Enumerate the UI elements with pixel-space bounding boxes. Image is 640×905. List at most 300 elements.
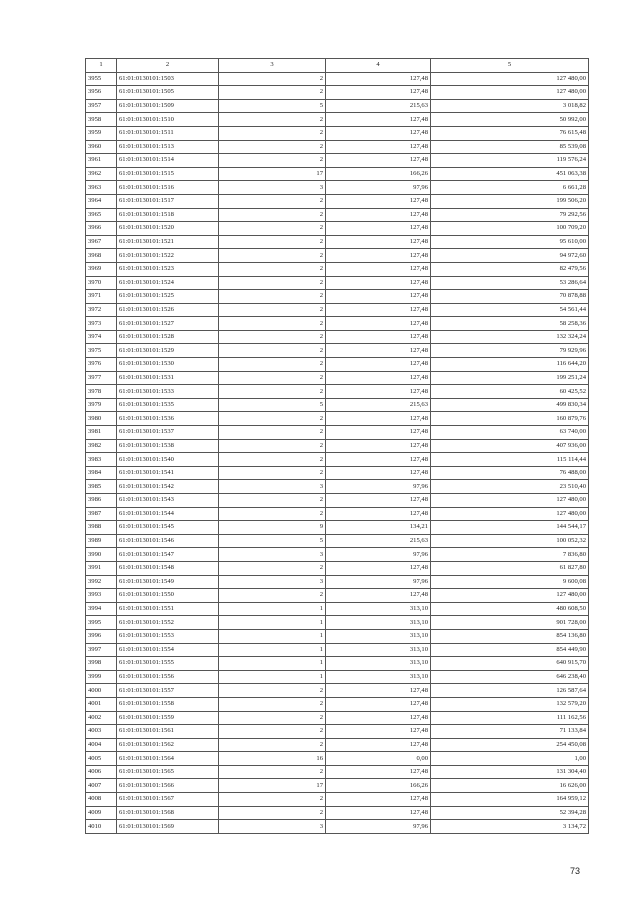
- count-cell: 2: [219, 507, 326, 521]
- count-cell: 3: [219, 575, 326, 589]
- count-cell: 2: [219, 711, 326, 725]
- cadastral-number-cell: 61:01:0130101:1542: [117, 480, 219, 494]
- count-cell: 2: [219, 385, 326, 399]
- rate-cell: 127,48: [326, 208, 431, 222]
- cadastral-number-cell: 61:01:0130101:1558: [117, 697, 219, 711]
- value-cell: 131 304,40: [431, 765, 589, 779]
- count-cell: 2: [219, 276, 326, 290]
- rate-cell: 313,10: [326, 629, 431, 643]
- rate-cell: 127,48: [326, 426, 431, 440]
- rate-cell: 0,00: [326, 752, 431, 766]
- cadastral-number-cell: 61:01:0130101:1515: [117, 167, 219, 181]
- cadastral-number-cell: 61:01:0130101:1517: [117, 194, 219, 208]
- cadastral-number-cell: 61:01:0130101:1536: [117, 412, 219, 426]
- value-cell: 451 063,38: [431, 167, 589, 181]
- value-cell: 6 661,28: [431, 181, 589, 195]
- cadastral-number-cell: 61:01:0130101:1518: [117, 208, 219, 222]
- value-cell: 127 480,00: [431, 72, 589, 86]
- table-row: [86, 426, 589, 440]
- row-number-cell: 4010: [86, 820, 117, 834]
- value-cell: 52 394,28: [431, 806, 589, 820]
- count-cell: 2: [219, 738, 326, 752]
- cadastral-number-cell: 61:01:0130101:1557: [117, 684, 219, 698]
- rate-cell: 127,48: [326, 684, 431, 698]
- cadastral-number-cell: 61:01:0130101:1535: [117, 398, 219, 412]
- rate-cell: 127,48: [326, 86, 431, 100]
- count-cell: 2: [219, 303, 326, 317]
- cadastral-number-cell: 61:01:0130101:1567: [117, 793, 219, 807]
- count-cell: 2: [219, 793, 326, 807]
- table-row: [86, 684, 589, 698]
- table-row: [86, 534, 589, 548]
- count-cell: 3: [219, 480, 326, 494]
- count-cell: 5: [219, 99, 326, 113]
- table-row: [86, 249, 589, 263]
- rate-cell: 127,48: [326, 806, 431, 820]
- column-header: 4: [326, 59, 431, 73]
- count-cell: 1: [219, 670, 326, 684]
- rate-cell: 127,48: [326, 235, 431, 249]
- value-cell: 116 644,20: [431, 358, 589, 372]
- table-body: [86, 72, 589, 833]
- rate-cell: 127,48: [326, 317, 431, 331]
- row-number-cell: 3983: [86, 453, 117, 467]
- row-number-cell: 3957: [86, 99, 117, 113]
- value-cell: 199 506,20: [431, 194, 589, 208]
- value-cell: 79 929,96: [431, 344, 589, 358]
- row-number-cell: 3995: [86, 616, 117, 630]
- cadastral-number-cell: 61:01:0130101:1565: [117, 765, 219, 779]
- row-number-cell: 4005: [86, 752, 117, 766]
- table-row: [86, 711, 589, 725]
- table-row: [86, 453, 589, 467]
- rate-cell: 127,48: [326, 725, 431, 739]
- row-number-cell: 3968: [86, 249, 117, 263]
- cadastral-number-cell: 61:01:0130101:1552: [117, 616, 219, 630]
- value-cell: 127 480,00: [431, 86, 589, 100]
- rate-cell: 127,48: [326, 385, 431, 399]
- value-cell: 127 480,00: [431, 507, 589, 521]
- rate-cell: 127,48: [326, 697, 431, 711]
- cadastral-number-cell: 61:01:0130101:1537: [117, 426, 219, 440]
- row-number-cell: 4004: [86, 738, 117, 752]
- table-row: [86, 99, 589, 113]
- row-number-cell: 3973: [86, 317, 117, 331]
- cadastral-number-cell: 61:01:0130101:1522: [117, 249, 219, 263]
- cadastral-number-cell: 61:01:0130101:1531: [117, 371, 219, 385]
- table-row: [86, 602, 589, 616]
- value-cell: 132 324,24: [431, 330, 589, 344]
- count-cell: 2: [219, 249, 326, 263]
- table-row: [86, 290, 589, 304]
- rate-cell: 313,10: [326, 602, 431, 616]
- value-cell: 53 286,64: [431, 276, 589, 290]
- table-row: [86, 181, 589, 195]
- cadastral-table: [85, 58, 589, 834]
- cadastral-number-cell: 61:01:0130101:1521: [117, 235, 219, 249]
- value-cell: 407 936,00: [431, 439, 589, 453]
- row-number-cell: 3992: [86, 575, 117, 589]
- row-number-cell: 3976: [86, 358, 117, 372]
- table-row: [86, 262, 589, 276]
- rate-cell: 127,48: [326, 371, 431, 385]
- count-cell: 2: [219, 208, 326, 222]
- cadastral-number-cell: 61:01:0130101:1530: [117, 358, 219, 372]
- rate-cell: 127,48: [326, 765, 431, 779]
- value-cell: 119 576,24: [431, 154, 589, 168]
- cadastral-number-cell: 61:01:0130101:1509: [117, 99, 219, 113]
- table-row: [86, 235, 589, 249]
- rate-cell: 127,48: [326, 222, 431, 236]
- cadastral-number-cell: 61:01:0130101:1551: [117, 602, 219, 616]
- count-cell: 2: [219, 684, 326, 698]
- table-row: [86, 344, 589, 358]
- table-row: [86, 806, 589, 820]
- rate-cell: 313,10: [326, 657, 431, 671]
- count-cell: 2: [219, 86, 326, 100]
- row-number-cell: 4008: [86, 793, 117, 807]
- row-number-cell: 3960: [86, 140, 117, 154]
- count-cell: 2: [219, 725, 326, 739]
- rate-cell: 134,21: [326, 521, 431, 535]
- count-cell: 2: [219, 222, 326, 236]
- row-number-cell: 3969: [86, 262, 117, 276]
- value-cell: 1,00: [431, 752, 589, 766]
- value-cell: 640 915,70: [431, 657, 589, 671]
- row-number-cell: 3956: [86, 86, 117, 100]
- table-row: [86, 113, 589, 127]
- count-cell: 2: [219, 426, 326, 440]
- value-cell: 127 480,00: [431, 589, 589, 603]
- count-cell: 3: [219, 181, 326, 195]
- count-cell: 1: [219, 657, 326, 671]
- row-number-cell: 3955: [86, 72, 117, 86]
- value-cell: 127 480,00: [431, 494, 589, 508]
- table-row: [86, 167, 589, 181]
- cadastral-number-cell: 61:01:0130101:1520: [117, 222, 219, 236]
- table-row: [86, 194, 589, 208]
- table-row: [86, 793, 589, 807]
- row-number-cell: 3987: [86, 507, 117, 521]
- value-cell: 132 579,20: [431, 697, 589, 711]
- cadastral-number-cell: 61:01:0130101:1548: [117, 561, 219, 575]
- count-cell: 1: [219, 616, 326, 630]
- value-cell: 254 450,08: [431, 738, 589, 752]
- value-cell: 85 539,08: [431, 140, 589, 154]
- value-cell: 164 959,12: [431, 793, 589, 807]
- cadastral-number-cell: 61:01:0130101:1510: [117, 113, 219, 127]
- cadastral-number-cell: 61:01:0130101:1546: [117, 534, 219, 548]
- count-cell: 2: [219, 358, 326, 372]
- row-number-cell: 3991: [86, 561, 117, 575]
- cadastral-number-cell: 61:01:0130101:1511: [117, 126, 219, 140]
- column-header: 5: [431, 59, 589, 73]
- rate-cell: 127,48: [326, 72, 431, 86]
- row-number-cell: 3977: [86, 371, 117, 385]
- count-cell: 2: [219, 113, 326, 127]
- row-number-cell: 3984: [86, 466, 117, 480]
- row-number-cell: 3996: [86, 629, 117, 643]
- table-row: [86, 86, 589, 100]
- table-row: [86, 779, 589, 793]
- value-cell: 95 610,00: [431, 235, 589, 249]
- cadastral-number-cell: 61:01:0130101:1556: [117, 670, 219, 684]
- cadastral-number-cell: 61:01:0130101:1545: [117, 521, 219, 535]
- rate-cell: 127,48: [326, 303, 431, 317]
- row-number-cell: 3970: [86, 276, 117, 290]
- table-row: [86, 494, 589, 508]
- count-cell: 3: [219, 820, 326, 834]
- cadastral-number-cell: 61:01:0130101:1527: [117, 317, 219, 331]
- count-cell: 3: [219, 548, 326, 562]
- row-number-cell: 4002: [86, 711, 117, 725]
- value-cell: 60 425,52: [431, 385, 589, 399]
- value-cell: 854 136,80: [431, 629, 589, 643]
- table-row: [86, 697, 589, 711]
- rate-cell: 127,48: [326, 561, 431, 575]
- table-row: [86, 317, 589, 331]
- value-cell: 9 600,08: [431, 575, 589, 589]
- value-cell: 23 510,40: [431, 480, 589, 494]
- count-cell: 1: [219, 643, 326, 657]
- cadastral-number-cell: 61:01:0130101:1525: [117, 290, 219, 304]
- row-number-cell: 3990: [86, 548, 117, 562]
- row-number-cell: 3978: [86, 385, 117, 399]
- row-number-cell: 3972: [86, 303, 117, 317]
- value-cell: 100 052,32: [431, 534, 589, 548]
- count-cell: 2: [219, 697, 326, 711]
- rate-cell: 313,10: [326, 670, 431, 684]
- table-row: [86, 548, 589, 562]
- table-row: [86, 154, 589, 168]
- row-number-cell: 4001: [86, 697, 117, 711]
- table-header-row: [86, 59, 589, 73]
- value-cell: 61 827,80: [431, 561, 589, 575]
- count-cell: 17: [219, 779, 326, 793]
- table-row: [86, 575, 589, 589]
- rate-cell: 97,96: [326, 820, 431, 834]
- cadastral-number-cell: 61:01:0130101:1505: [117, 86, 219, 100]
- rate-cell: 166,26: [326, 167, 431, 181]
- count-cell: 2: [219, 344, 326, 358]
- cadastral-number-cell: 61:01:0130101:1549: [117, 575, 219, 589]
- count-cell: 2: [219, 589, 326, 603]
- row-number-cell: 4007: [86, 779, 117, 793]
- rate-cell: 127,48: [326, 140, 431, 154]
- table-row: [86, 589, 589, 603]
- cadastral-number-cell: 61:01:0130101:1526: [117, 303, 219, 317]
- cadastral-number-cell: 61:01:0130101:1569: [117, 820, 219, 834]
- rate-cell: 127,48: [326, 249, 431, 263]
- cadastral-number-cell: 61:01:0130101:1561: [117, 725, 219, 739]
- value-cell: 100 709,20: [431, 222, 589, 236]
- table-row: [86, 358, 589, 372]
- cadastral-number-cell: 61:01:0130101:1529: [117, 344, 219, 358]
- rate-cell: 127,48: [326, 793, 431, 807]
- table-row: [86, 521, 589, 535]
- cadastral-number-cell: 61:01:0130101:1566: [117, 779, 219, 793]
- table-row: [86, 466, 589, 480]
- row-number-cell: 3985: [86, 480, 117, 494]
- rate-cell: 127,48: [326, 507, 431, 521]
- value-cell: 3 134,72: [431, 820, 589, 834]
- row-number-cell: 3982: [86, 439, 117, 453]
- count-cell: 2: [219, 235, 326, 249]
- table-row: [86, 820, 589, 834]
- value-cell: 111 162,56: [431, 711, 589, 725]
- value-cell: 901 728,00: [431, 616, 589, 630]
- rate-cell: 313,10: [326, 616, 431, 630]
- rate-cell: 215,63: [326, 534, 431, 548]
- value-cell: 7 836,80: [431, 548, 589, 562]
- table-row: [86, 670, 589, 684]
- count-cell: 2: [219, 466, 326, 480]
- table-row: [86, 480, 589, 494]
- row-number-cell: 3998: [86, 657, 117, 671]
- cadastral-number-cell: 61:01:0130101:1554: [117, 643, 219, 657]
- cadastral-number-cell: 61:01:0130101:1553: [117, 629, 219, 643]
- cadastral-number-cell: 61:01:0130101:1514: [117, 154, 219, 168]
- count-cell: 2: [219, 72, 326, 86]
- rate-cell: 127,48: [326, 262, 431, 276]
- table-row: [86, 222, 589, 236]
- table-row: [86, 738, 589, 752]
- cadastral-number-cell: 61:01:0130101:1523: [117, 262, 219, 276]
- count-cell: 2: [219, 439, 326, 453]
- row-number-cell: 3962: [86, 167, 117, 181]
- value-cell: 76 615,48: [431, 126, 589, 140]
- value-cell: 499 830,34: [431, 398, 589, 412]
- row-number-cell: 3979: [86, 398, 117, 412]
- count-cell: 17: [219, 167, 326, 181]
- count-cell: 2: [219, 194, 326, 208]
- value-cell: 76 488,00: [431, 466, 589, 480]
- column-header: 2: [117, 59, 219, 73]
- value-cell: 160 879,76: [431, 412, 589, 426]
- value-cell: 3 018,82: [431, 99, 589, 113]
- row-number-cell: 3963: [86, 181, 117, 195]
- table-row: [86, 616, 589, 630]
- count-cell: 2: [219, 262, 326, 276]
- table-row: [86, 752, 589, 766]
- count-cell: 2: [219, 453, 326, 467]
- page-number: 73: [570, 866, 581, 876]
- value-cell: 70 878,88: [431, 290, 589, 304]
- rate-cell: 215,63: [326, 398, 431, 412]
- value-cell: 646 238,40: [431, 670, 589, 684]
- cadastral-number-cell: 61:01:0130101:1555: [117, 657, 219, 671]
- table-row: [86, 398, 589, 412]
- column-header: 1: [86, 59, 117, 73]
- count-cell: 1: [219, 602, 326, 616]
- cadastral-number-cell: 61:01:0130101:1550: [117, 589, 219, 603]
- table-row: [86, 725, 589, 739]
- value-cell: 58 258,36: [431, 317, 589, 331]
- count-cell: 2: [219, 126, 326, 140]
- table-row: [86, 303, 589, 317]
- table-row: [86, 657, 589, 671]
- value-cell: 63 740,00: [431, 426, 589, 440]
- cadastral-number-cell: 61:01:0130101:1544: [117, 507, 219, 521]
- rate-cell: 127,48: [326, 330, 431, 344]
- rate-cell: 97,96: [326, 575, 431, 589]
- cadastral-number-cell: 61:01:0130101:1533: [117, 385, 219, 399]
- rate-cell: 127,48: [326, 276, 431, 290]
- table-row: [86, 439, 589, 453]
- count-cell: 2: [219, 561, 326, 575]
- rate-cell: 127,48: [326, 589, 431, 603]
- value-cell: 199 251,24: [431, 371, 589, 385]
- count-cell: 2: [219, 290, 326, 304]
- table-row: [86, 561, 589, 575]
- row-number-cell: 3964: [86, 194, 117, 208]
- table-row: [86, 765, 589, 779]
- row-number-cell: 3997: [86, 643, 117, 657]
- table-row: [86, 208, 589, 222]
- cadastral-number-cell: 61:01:0130101:1528: [117, 330, 219, 344]
- row-number-cell: 4006: [86, 765, 117, 779]
- rate-cell: 127,48: [326, 194, 431, 208]
- table-row: [86, 629, 589, 643]
- rate-cell: 166,26: [326, 779, 431, 793]
- row-number-cell: 3975: [86, 344, 117, 358]
- value-cell: 50 992,00: [431, 113, 589, 127]
- table-row: [86, 72, 589, 86]
- table-row: [86, 140, 589, 154]
- rate-cell: 127,48: [326, 358, 431, 372]
- rate-cell: 215,63: [326, 99, 431, 113]
- count-cell: 2: [219, 494, 326, 508]
- rate-cell: 127,48: [326, 344, 431, 358]
- cadastral-number-cell: 61:01:0130101:1547: [117, 548, 219, 562]
- value-cell: 115 114,44: [431, 453, 589, 467]
- count-cell: 2: [219, 317, 326, 331]
- rate-cell: 127,48: [326, 494, 431, 508]
- row-number-cell: 3958: [86, 113, 117, 127]
- count-cell: 2: [219, 412, 326, 426]
- table-row: [86, 371, 589, 385]
- row-number-cell: 3959: [86, 126, 117, 140]
- rate-cell: 127,48: [326, 466, 431, 480]
- rate-cell: 127,48: [326, 154, 431, 168]
- rate-cell: 97,96: [326, 548, 431, 562]
- value-cell: 126 587,64: [431, 684, 589, 698]
- column-header: 3: [219, 59, 326, 73]
- cadastral-number-cell: 61:01:0130101:1524: [117, 276, 219, 290]
- count-cell: 2: [219, 371, 326, 385]
- row-number-cell: 3961: [86, 154, 117, 168]
- rate-cell: 97,96: [326, 480, 431, 494]
- cadastral-number-cell: 61:01:0130101:1503: [117, 72, 219, 86]
- row-number-cell: 3967: [86, 235, 117, 249]
- row-number-cell: 3971: [86, 290, 117, 304]
- rate-cell: 127,48: [326, 711, 431, 725]
- value-cell: 82 479,56: [431, 262, 589, 276]
- cadastral-number-cell: 61:01:0130101:1540: [117, 453, 219, 467]
- row-number-cell: 3966: [86, 222, 117, 236]
- table-row: [86, 412, 589, 426]
- rate-cell: 127,48: [326, 290, 431, 304]
- cadastral-number-cell: 61:01:0130101:1516: [117, 181, 219, 195]
- count-cell: 2: [219, 765, 326, 779]
- table-row: [86, 385, 589, 399]
- rate-cell: 313,10: [326, 643, 431, 657]
- row-number-cell: 4003: [86, 725, 117, 739]
- cadastral-number-cell: 61:01:0130101:1559: [117, 711, 219, 725]
- cadastral-number-cell: 61:01:0130101:1562: [117, 738, 219, 752]
- value-cell: 79 292,56: [431, 208, 589, 222]
- value-cell: 16 626,00: [431, 779, 589, 793]
